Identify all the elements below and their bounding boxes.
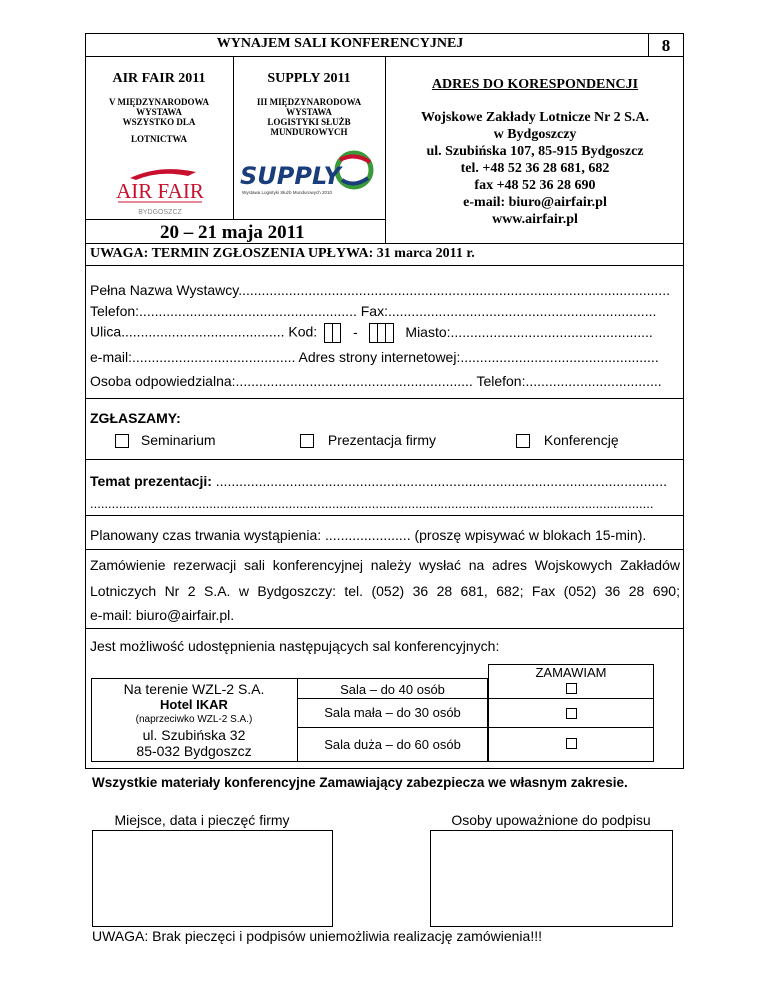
deadline-notice: UWAGA: TERMIN ZGŁOSZENIA UPŁYWA: 31 marca 2011 r. (90, 246, 475, 261)
topic-line-2[interactable]: ............................................................................................................................................................ (90, 496, 654, 511)
room1-order-checkbox[interactable] (566, 683, 577, 694)
venue-line2: Hotel IKAR (160, 697, 228, 712)
phone-fax-field[interactable]: Telefon:........................................................ Fax:..................................................................... (90, 303, 657, 319)
supply-logo (236, 150, 382, 200)
header-title: WYNAJEM SALI KONFERENCYJNEJ (216, 36, 464, 51)
signature-label: Osoby upoważnione do podpisu (451, 812, 651, 828)
fields-divider-bottom (85, 398, 684, 399)
correspondence-line5: fax +48 52 36 28 690 (474, 178, 596, 193)
order-line1: Zamówienie rezerwacji sali konferencyjnej należy wysłać na adres Wojskowych Zakładów (90, 557, 680, 573)
topic-row[interactable] (90, 473, 667, 489)
email-website-field[interactable]: e-mail:.......................................... Adres strony internetowej:................................................... (90, 349, 659, 365)
airfair-logo (110, 160, 210, 216)
deadline-divider-bottom (85, 265, 684, 266)
stamp-box[interactable] (92, 830, 333, 927)
header-divider (85, 56, 649, 57)
conference-label: Konferencję (543, 432, 619, 448)
correspondence-title: ADRES DO KORESPONDENCJI (431, 77, 639, 92)
order-column-row1-divider (488, 698, 654, 699)
rooms-table-row2-divider (297, 727, 488, 728)
postcode-part2[interactable] (370, 324, 394, 340)
airfair-line4: LOTNICTWA (130, 134, 187, 144)
street-field[interactable]: Ulica.......................................... Kod: (90, 323, 318, 340)
stamp-label: Miejsce, data i pieczęć firmy (114, 812, 290, 828)
correspondence-line7: www.airfair.pl (492, 212, 578, 227)
order-column-header: ZAMAWIAM (535, 665, 607, 680)
room3-label: Sala duża – do 60 osób (324, 737, 461, 752)
signature-box[interactable] (430, 830, 673, 927)
venue-line3: (naprzeciwko WZL-2 S.A.) (135, 714, 253, 725)
deadline-divider-top (85, 243, 684, 244)
order-divider-bottom (85, 628, 684, 629)
seminar-label: Seminarium (140, 432, 216, 448)
correspondence-line1: Wojskowe Zakłady Lotnicze Nr 2 S.A. (420, 110, 650, 125)
venue-line4: ul. Szubińska 32 (142, 727, 246, 743)
order-line2: Lotniczych Nr 2 S.A. w Bydgoszczy: tel. (052) 36 28 681, 682; Fax (052) 36 28 690; (90, 583, 680, 599)
correspondence-line4: tel. +48 52 36 28 681, 682 (460, 161, 610, 176)
supply-logo-sub: Wystawa Logistyki Służb Mundurowych 2010 (242, 190, 333, 195)
event-dates: 20 – 21 maja 2011 (160, 222, 305, 243)
rooms-intro: Jest możliwość udostępnienia następujących sal konferencyjnych: (90, 638, 500, 654)
venue-line1: Na terenie WZL-2 S.A. (123, 681, 265, 697)
correspondence-line2: w Bydgoszczy (493, 127, 577, 142)
airfair-title: AIR FAIR 2011 (112, 71, 206, 86)
airfair-logo-sub: BYDGOSZCZ (138, 209, 182, 216)
topic-dots[interactable]: .................................................................................................................... (215, 473, 667, 489)
airfair-line3: WSZYSTKO DLA (122, 117, 196, 127)
order-column-row2-divider (488, 727, 654, 728)
applying-title: ZGŁASZAMY: (90, 410, 181, 426)
correspondence-line3: ul. Szubińska 107, 85-915 Bydgoszcz (426, 144, 644, 159)
supply-line1: III MIĘDZYNARODOWA (256, 97, 362, 107)
supply-logo-text: SUPPLY (240, 162, 341, 190)
option-presentation[interactable] (300, 432, 436, 448)
address-row (90, 323, 653, 343)
rooms-table-row1-divider (297, 698, 488, 699)
conference-checkbox[interactable] (516, 434, 530, 448)
materials-note: Wszystkie materiały konferencyjne Zamawiający zabezpiecza we własnym zakresie. (92, 775, 628, 790)
room1-label: Sala – do 40 osób (340, 682, 445, 697)
page-number: 8 (661, 36, 671, 55)
correspondence-line6: e-mail: biuro@airfair.pl (463, 195, 607, 210)
airfair-logo-text: AIR FAIR (116, 179, 204, 203)
applying-divider-bottom (85, 459, 684, 460)
supply-line2: WYSTAWA (286, 107, 332, 117)
presentation-checkbox[interactable] (300, 434, 314, 448)
duration-field[interactable]: Planowany czas trwania wystąpienia: ...................... (proszę wpisywać w blokach 15-min). (90, 527, 647, 543)
option-conference[interactable] (516, 432, 619, 448)
postcode-dash: - (352, 323, 358, 340)
dates-divider-top (85, 219, 385, 220)
topic-label: Temat prezentacji: (90, 473, 212, 489)
room3-order-checkbox[interactable] (566, 738, 577, 749)
topic-divider-bottom (85, 515, 684, 516)
room2-order-checkbox[interactable] (566, 708, 577, 719)
airfair-line2: WYSTAWA (136, 107, 182, 117)
final-warning: UWAGA: Brak pieczęci i podpisów uniemożliwia realizację zamówienia!!! (92, 928, 542, 944)
exhibitor-name-field[interactable]: Pełna Nazwa Wystawcy............................................................................................................... (90, 282, 670, 298)
option-seminar[interactable] (115, 432, 216, 448)
contact-person-field[interactable]: Osoba odpowiedzialna:............................................................. Telefon:................................... (90, 373, 662, 389)
postcode-part1[interactable] (325, 324, 341, 340)
presentation-label: Prezentacja firmy (327, 432, 437, 448)
venue-line5: 85-032 Bydgoszcz (136, 743, 252, 759)
supply-line4: MUNDUROWYCH (270, 127, 348, 137)
duration-divider-bottom (85, 549, 684, 550)
city-field[interactable]: Miasto:.................................................... (405, 323, 653, 340)
supply-title: SUPPLY 2011 (267, 71, 351, 86)
room2-label: Sala mała – do 30 osób (324, 705, 461, 720)
airfair-line1: V MIĘDZYNARODOWA (108, 97, 210, 107)
order-line3: e-mail: biuro@airfair.pl. (90, 607, 235, 623)
supply-line3: LOGISTYKI SŁUŻB (267, 117, 351, 127)
seminar-checkbox[interactable] (115, 434, 129, 448)
